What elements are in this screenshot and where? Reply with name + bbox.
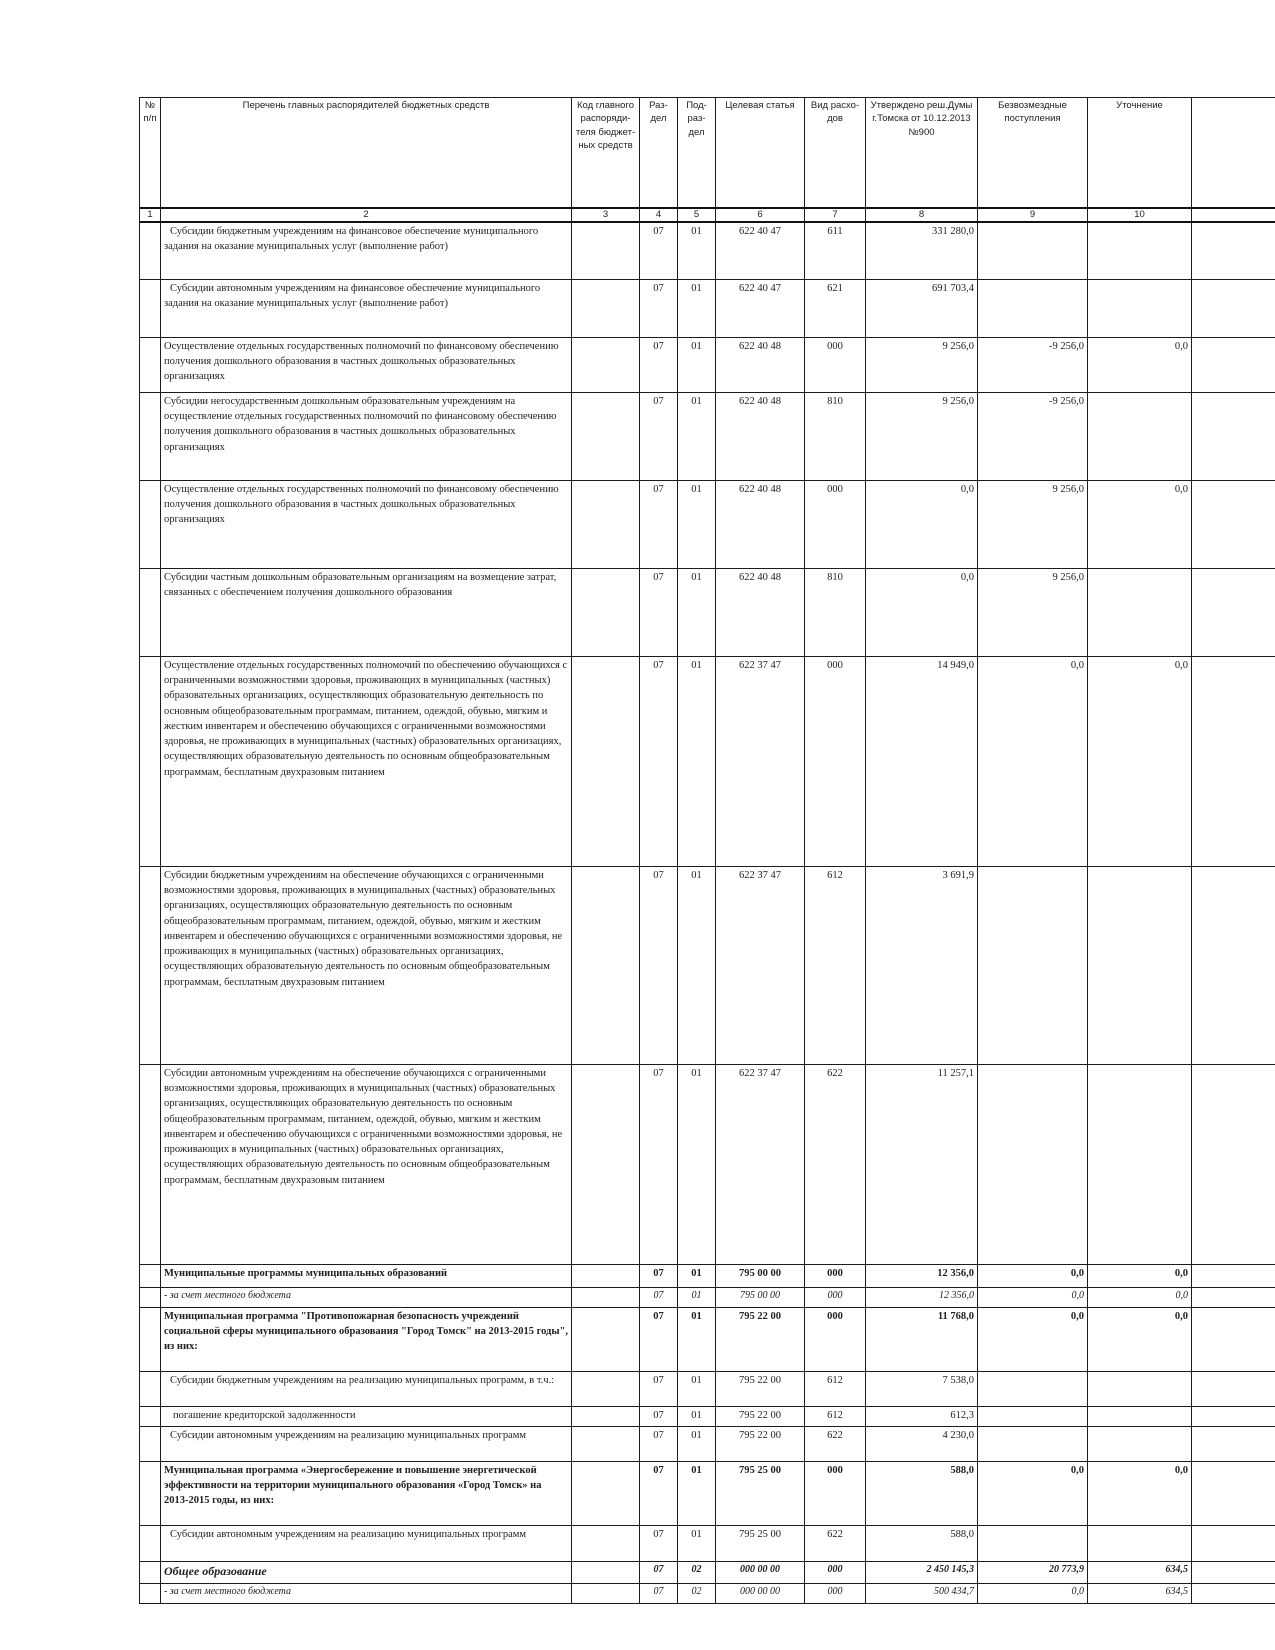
row-statya-cell: 622 40 48 xyxy=(716,569,805,657)
row-vid-cell: 810 xyxy=(805,393,866,481)
row-clarification-cell xyxy=(1088,867,1192,1065)
row-clarification-cell xyxy=(1088,1526,1192,1562)
row-approved-cell: 4 230,0 xyxy=(866,1427,978,1462)
row-approved-cell: 7 538,0 xyxy=(866,1372,978,1407)
row-extra-cell xyxy=(1192,1372,1275,1407)
row-podrazdel-cell: 01 xyxy=(678,1372,716,1407)
column-number xyxy=(1192,208,1275,222)
row-clarification-cell: 0,0 xyxy=(1088,1462,1192,1526)
row-free-cell xyxy=(978,222,1088,280)
column-number: 3 xyxy=(572,208,640,222)
row-num-cell xyxy=(140,867,161,1065)
row-approved-cell: 9 256,0 xyxy=(866,393,978,481)
row-extra-cell xyxy=(1192,867,1275,1065)
row-extra-cell xyxy=(1192,1462,1275,1526)
row-extra-cell xyxy=(1192,1407,1275,1427)
row-clarification-cell: 0,0 xyxy=(1088,1308,1192,1372)
row-extra-cell xyxy=(1192,1265,1275,1288)
row-statya-cell: 000 00 00 xyxy=(716,1584,805,1604)
row-razdel-cell: 07 xyxy=(640,1584,678,1604)
row-name-cell: Осуществление отдельных государственных полномочий по финансовому обеспечению получения дошкольного образования в частных дошкольных образовательных организациях xyxy=(161,338,572,393)
column-number: 10 xyxy=(1088,208,1192,222)
row-free-cell: 0,0 xyxy=(978,1308,1088,1372)
header-free: Безвозмездные поступления xyxy=(978,98,1088,208)
row-code-cell xyxy=(572,338,640,393)
row-num-cell xyxy=(140,280,161,338)
row-vid-cell: 612 xyxy=(805,1372,866,1407)
row-code-cell xyxy=(572,1526,640,1562)
table-row xyxy=(140,1265,1275,1288)
row-code-cell xyxy=(572,867,640,1065)
row-vid-cell: 000 xyxy=(805,1265,866,1288)
row-razdel-cell: 07 xyxy=(640,1462,678,1526)
row-statya-cell: 795 22 00 xyxy=(716,1427,805,1462)
header-row xyxy=(140,98,1275,208)
row-approved-cell: 12 356,0 xyxy=(866,1288,978,1308)
row-name-cell: Субсидии бюджетным учреждениям на обеспечение обучающихся с ограниченными возможностями здоровья, проживающих в муниципальных (частных) образовательных организациях, осуществляющих образовательную деятельность по основным общеобразовательным программам, питанием, одеждой, обувью, мягким и жестким инвентарем и обеспечению обучающихся с ограниченными возможностями здоровья, не проживающих в муниципальных (частных) образовательных организациях, осуществляющих образовательную деятельность по основным общеобразовательным программам, бесплатным двухразовым питанием xyxy=(161,867,572,1065)
row-code-cell xyxy=(572,1265,640,1288)
row-statya-cell: 000 00 00 xyxy=(716,1562,805,1584)
table-row xyxy=(140,280,1275,338)
row-vid-cell: 810 xyxy=(805,569,866,657)
header-statya: Целевая статья xyxy=(716,98,805,208)
row-vid-cell: 000 xyxy=(805,1562,866,1584)
row-clarification-cell: 0,0 xyxy=(1088,657,1192,867)
table-row xyxy=(140,1407,1275,1427)
row-approved-cell: 3 691,9 xyxy=(866,867,978,1065)
row-code-cell xyxy=(572,1372,640,1407)
row-name-cell: - за счет местного бюджета xyxy=(161,1584,572,1604)
row-clarification-cell xyxy=(1088,1065,1192,1265)
row-podrazdel-cell: 01 xyxy=(678,338,716,393)
row-approved-cell: 9 256,0 xyxy=(866,338,978,393)
row-num-cell xyxy=(140,569,161,657)
table-row xyxy=(140,569,1275,657)
row-approved-cell: 11 768,0 xyxy=(866,1308,978,1372)
row-razdel-cell: 07 xyxy=(640,569,678,657)
row-extra-cell xyxy=(1192,222,1275,280)
row-clarification-cell xyxy=(1088,393,1192,481)
row-statya-cell: 795 00 00 xyxy=(716,1265,805,1288)
row-free-cell: 0,0 xyxy=(978,1265,1088,1288)
row-statya-cell: 795 22 00 xyxy=(716,1308,805,1372)
row-approved-cell: 588,0 xyxy=(866,1462,978,1526)
row-num-cell xyxy=(140,481,161,569)
row-razdel-cell: 07 xyxy=(640,222,678,280)
row-extra-cell xyxy=(1192,393,1275,481)
row-num-cell xyxy=(140,1584,161,1604)
row-podrazdel-cell: 02 xyxy=(678,1562,716,1584)
row-razdel-cell: 07 xyxy=(640,1265,678,1288)
row-free-cell xyxy=(978,867,1088,1065)
row-num-cell xyxy=(140,222,161,280)
row-code-cell xyxy=(572,1065,640,1265)
row-extra-cell xyxy=(1192,1427,1275,1462)
row-vid-cell: 000 xyxy=(805,1308,866,1372)
row-extra-cell xyxy=(1192,1288,1275,1308)
row-name-cell: Муниципальная программа «Энергосбережение и повышение энергетической эффективности на территории муниципального образования «Город Томск» на 2013-2015 годы, из них: xyxy=(161,1462,572,1526)
row-code-cell xyxy=(572,1562,640,1584)
row-statya-cell: 622 37 47 xyxy=(716,1065,805,1265)
row-podrazdel-cell: 01 xyxy=(678,867,716,1065)
row-vid-cell: 621 xyxy=(805,280,866,338)
row-clarification-cell xyxy=(1088,1427,1192,1462)
row-razdel-cell: 07 xyxy=(640,1372,678,1407)
row-approved-cell: 500 434,7 xyxy=(866,1584,978,1604)
header-name: Перечень главных распорядителей бюджетных средств xyxy=(161,98,572,208)
row-approved-cell: 11 257,1 xyxy=(866,1065,978,1265)
table-row xyxy=(140,222,1275,280)
row-name-cell: Субсидии негосударственным дошкольным образовательным учреждениям на осуществление отдельных государственных полномочий по финансовому обеспечению получения дошкольного образования в частных дошкольных образовательных организациях xyxy=(161,393,572,481)
row-vid-cell: 622 xyxy=(805,1427,866,1462)
table-row xyxy=(140,1562,1275,1584)
column-number: 4 xyxy=(640,208,678,222)
row-num-cell xyxy=(140,1265,161,1288)
row-num-cell xyxy=(140,1372,161,1407)
table-body xyxy=(140,222,1275,1604)
row-approved-cell: 588,0 xyxy=(866,1526,978,1562)
row-extra-cell xyxy=(1192,1308,1275,1372)
row-statya-cell: 622 40 48 xyxy=(716,338,805,393)
row-statya-cell: 622 40 47 xyxy=(716,222,805,280)
row-free-cell xyxy=(978,1372,1088,1407)
row-name-cell: Общее образование xyxy=(161,1562,572,1584)
row-free-cell xyxy=(978,1427,1088,1462)
row-num-cell xyxy=(140,657,161,867)
row-extra-cell xyxy=(1192,280,1275,338)
row-approved-cell: 0,0 xyxy=(866,569,978,657)
row-podrazdel-cell: 01 xyxy=(678,1308,716,1372)
row-num-cell xyxy=(140,1288,161,1308)
row-code-cell xyxy=(572,1584,640,1604)
column-number-row xyxy=(140,208,1275,222)
row-clarification-cell: 634,5 xyxy=(1088,1584,1192,1604)
header-clarification: Уточнение xyxy=(1088,98,1192,208)
row-free-cell: 0,0 xyxy=(978,1584,1088,1604)
row-podrazdel-cell: 01 xyxy=(678,393,716,481)
row-extra-cell xyxy=(1192,1526,1275,1562)
row-statya-cell: 622 40 48 xyxy=(716,393,805,481)
row-statya-cell: 622 37 47 xyxy=(716,867,805,1065)
row-code-cell xyxy=(572,1288,640,1308)
row-razdel-cell: 07 xyxy=(640,393,678,481)
row-podrazdel-cell: 01 xyxy=(678,657,716,867)
row-free-cell: 0,0 xyxy=(978,1462,1088,1526)
row-clarification-cell xyxy=(1088,280,1192,338)
row-vid-cell: 000 xyxy=(805,1288,866,1308)
row-razdel-cell: 07 xyxy=(640,481,678,569)
row-clarification-cell: 0,0 xyxy=(1088,1288,1192,1308)
row-clarification-cell: 0,0 xyxy=(1088,338,1192,393)
row-clarification-cell: 634,5 xyxy=(1088,1562,1192,1584)
budget-table xyxy=(139,97,1275,1604)
row-free-cell xyxy=(978,1407,1088,1427)
row-podrazdel-cell: 01 xyxy=(678,1427,716,1462)
row-free-cell: 9 256,0 xyxy=(978,569,1088,657)
row-razdel-cell: 07 xyxy=(640,1288,678,1308)
row-razdel-cell: 07 xyxy=(640,867,678,1065)
row-extra-cell xyxy=(1192,1584,1275,1604)
row-vid-cell: 611 xyxy=(805,222,866,280)
row-podrazdel-cell: 01 xyxy=(678,481,716,569)
row-statya-cell: 622 37 47 xyxy=(716,657,805,867)
row-num-cell xyxy=(140,1407,161,1427)
row-extra-cell xyxy=(1192,481,1275,569)
row-free-cell: 9 256,0 xyxy=(978,481,1088,569)
column-number: 6 xyxy=(716,208,805,222)
table-row xyxy=(140,1462,1275,1526)
row-razdel-cell: 07 xyxy=(640,1308,678,1372)
table-row xyxy=(140,481,1275,569)
row-statya-cell: 795 22 00 xyxy=(716,1372,805,1407)
row-vid-cell: 000 xyxy=(805,481,866,569)
row-code-cell xyxy=(572,1407,640,1427)
row-approved-cell: 612,3 xyxy=(866,1407,978,1427)
row-name-cell: Субсидии бюджетным учреждениям на реализацию муниципальных программ, в т.ч.: xyxy=(161,1372,572,1407)
row-code-cell xyxy=(572,222,640,280)
table-row xyxy=(140,393,1275,481)
row-clarification-cell xyxy=(1088,222,1192,280)
row-clarification-cell: 0,0 xyxy=(1088,1265,1192,1288)
header-code: Код главного распоряди-теля бюджет-ных средств xyxy=(572,98,640,208)
row-podrazdel-cell: 01 xyxy=(678,280,716,338)
row-razdel-cell: 07 xyxy=(640,1526,678,1562)
row-name-cell: Осуществление отдельных государственных полномочий по финансовому обеспечению получения дошкольного образования в частных дошкольных образовательных организациях xyxy=(161,481,572,569)
row-code-cell xyxy=(572,481,640,569)
table-row xyxy=(140,1526,1275,1562)
row-vid-cell: 000 xyxy=(805,657,866,867)
row-code-cell xyxy=(572,1308,640,1372)
row-statya-cell: 795 25 00 xyxy=(716,1462,805,1526)
row-razdel-cell: 07 xyxy=(640,657,678,867)
row-code-cell xyxy=(572,1427,640,1462)
row-vid-cell: 612 xyxy=(805,867,866,1065)
row-code-cell xyxy=(572,569,640,657)
row-approved-cell: 14 949,0 xyxy=(866,657,978,867)
header-razdel: Раз-дел xyxy=(640,98,678,208)
table-row xyxy=(140,657,1275,867)
row-approved-cell: 0,0 xyxy=(866,481,978,569)
row-name-cell: Субсидии частным дошкольным образовательным организациям на возмещение затрат, связанных с обеспечением получения дошкольного образования xyxy=(161,569,572,657)
row-num-cell xyxy=(140,1526,161,1562)
row-name-cell: - за счет местного бюджета xyxy=(161,1288,572,1308)
row-free-cell: 20 773,9 xyxy=(978,1562,1088,1584)
row-name-cell: Субсидии автономным учреждениям на реализацию муниципальных программ xyxy=(161,1427,572,1462)
row-free-cell xyxy=(978,280,1088,338)
row-podrazdel-cell: 01 xyxy=(678,222,716,280)
row-name-cell: Субсидии бюджетным учреждениям на финансовое обеспечение муниципального задания на оказание муниципальных услуг (выполнение работ) xyxy=(161,222,572,280)
row-code-cell xyxy=(572,280,640,338)
row-num-cell xyxy=(140,338,161,393)
table-row xyxy=(140,1427,1275,1462)
row-name-cell: Субсидии автономным учреждениям на обеспечение обучающихся с ограниченными возможностями здоровья, проживающих в муниципальных (частных) образовательных организациях, осуществляющих образовательную деятельность по основным общеобразовательным программам, питанием, одеждой, обувью, мягким и жестким инвентарем и обеспечению обучающихся с ограниченными возможностями здоровья, не проживающих в муниципальных (частных) образовательных организациях, осуществляющих образовательную деятельность по основным общеобразовательным программам, бесплатным двухразовым питанием xyxy=(161,1065,572,1265)
row-name-cell: Субсидии автономным учреждениям на финансовое обеспечение муниципального задания на оказание муниципальных услуг (выполнение работ) xyxy=(161,280,572,338)
row-extra-cell xyxy=(1192,1562,1275,1584)
table-row xyxy=(140,1584,1275,1604)
header-extra xyxy=(1192,98,1275,208)
row-razdel-cell: 07 xyxy=(640,338,678,393)
row-podrazdel-cell: 01 xyxy=(678,1526,716,1562)
row-clarification-cell xyxy=(1088,1372,1192,1407)
row-podrazdel-cell: 01 xyxy=(678,1288,716,1308)
row-extra-cell xyxy=(1192,1065,1275,1265)
row-podrazdel-cell: 01 xyxy=(678,1407,716,1427)
row-vid-cell: 622 xyxy=(805,1526,866,1562)
row-code-cell xyxy=(572,1462,640,1526)
column-number: 2 xyxy=(161,208,572,222)
row-podrazdel-cell: 01 xyxy=(678,569,716,657)
row-razdel-cell: 07 xyxy=(640,1562,678,1584)
row-extra-cell xyxy=(1192,657,1275,867)
row-razdel-cell: 07 xyxy=(640,1065,678,1265)
header-vid: Вид расхо-дов xyxy=(805,98,866,208)
row-free-cell: -9 256,0 xyxy=(978,338,1088,393)
column-number: 8 xyxy=(866,208,978,222)
row-num-cell xyxy=(140,1308,161,1372)
column-number: 5 xyxy=(678,208,716,222)
row-num-cell xyxy=(140,1065,161,1265)
row-free-cell xyxy=(978,1526,1088,1562)
row-num-cell xyxy=(140,393,161,481)
row-extra-cell xyxy=(1192,569,1275,657)
row-podrazdel-cell: 01 xyxy=(678,1265,716,1288)
row-name-cell: Осуществление отдельных государственных полномочий по обеспечению обучающихся с ограниченными возможностями здоровья, проживающих в муниципальных (частных) образовательных организациях, осуществляющих образовательную деятельность по основным общеобразовательным программам, питанием, одеждой, обувью, мягким и жестким инвентарем и обеспечению обучающихся с ограниченными возможностями здоровья, не проживающих в муниципальных (частных) образовательных организациях, осуществляющих образовательную деятельность по основным общеобразовательным программам, бесплатным двухразовым питанием xyxy=(161,657,572,867)
column-number: 7 xyxy=(805,208,866,222)
row-statya-cell: 795 22 00 xyxy=(716,1407,805,1427)
row-podrazdel-cell: 01 xyxy=(678,1065,716,1265)
header-approved: Утверждено реш.Думы г.Томска от 10.12.2013 №900 xyxy=(866,98,978,208)
row-razdel-cell: 07 xyxy=(640,280,678,338)
row-num-cell xyxy=(140,1462,161,1526)
row-name-cell: погашение кредиторской задолженности xyxy=(161,1407,572,1427)
row-vid-cell: 000 xyxy=(805,1584,866,1604)
row-vid-cell: 000 xyxy=(805,338,866,393)
row-free-cell: -9 256,0 xyxy=(978,393,1088,481)
table-row xyxy=(140,1372,1275,1407)
row-code-cell xyxy=(572,393,640,481)
row-name-cell: Субсидии автономным учреждениям на реализацию муниципальных программ xyxy=(161,1526,572,1562)
row-vid-cell: 622 xyxy=(805,1065,866,1265)
row-vid-cell: 000 xyxy=(805,1462,866,1526)
row-approved-cell: 12 356,0 xyxy=(866,1265,978,1288)
row-free-cell: 0,0 xyxy=(978,657,1088,867)
row-clarification-cell xyxy=(1088,1407,1192,1427)
row-statya-cell: 795 25 00 xyxy=(716,1526,805,1562)
row-approved-cell: 691 703,4 xyxy=(866,280,978,338)
table-row xyxy=(140,1308,1275,1372)
row-clarification-cell: 0,0 xyxy=(1088,481,1192,569)
table-row xyxy=(140,1065,1275,1265)
row-free-cell xyxy=(978,1065,1088,1265)
row-num-cell xyxy=(140,1562,161,1584)
row-razdel-cell: 07 xyxy=(640,1427,678,1462)
row-podrazdel-cell: 01 xyxy=(678,1462,716,1526)
table-row xyxy=(140,338,1275,393)
row-free-cell: 0,0 xyxy=(978,1288,1088,1308)
row-extra-cell xyxy=(1192,338,1275,393)
row-statya-cell: 622 40 48 xyxy=(716,481,805,569)
row-approved-cell: 331 280,0 xyxy=(866,222,978,280)
row-approved-cell: 2 450 145,3 xyxy=(866,1562,978,1584)
row-num-cell xyxy=(140,1427,161,1462)
header-podrazdel: Под-раз-дел xyxy=(678,98,716,208)
row-code-cell xyxy=(572,657,640,867)
table-row xyxy=(140,867,1275,1065)
row-podrazdel-cell: 02 xyxy=(678,1584,716,1604)
column-number: 9 xyxy=(978,208,1088,222)
row-razdel-cell: 07 xyxy=(640,1407,678,1427)
column-number: 1 xyxy=(140,208,161,222)
row-statya-cell: 795 00 00 xyxy=(716,1288,805,1308)
row-name-cell: Муниципальная программа "Противопожарная безопасность учреждений социальной сферы муниципального образования "Город Томск" на 2013-2015 годы", из них: xyxy=(161,1308,572,1372)
table-row xyxy=(140,1288,1275,1308)
row-statya-cell: 622 40 47 xyxy=(716,280,805,338)
row-vid-cell: 612 xyxy=(805,1407,866,1427)
header-num: № п/п xyxy=(140,98,161,208)
row-name-cell: Муниципальные программы муниципальных образований xyxy=(161,1265,572,1288)
row-clarification-cell xyxy=(1088,569,1192,657)
